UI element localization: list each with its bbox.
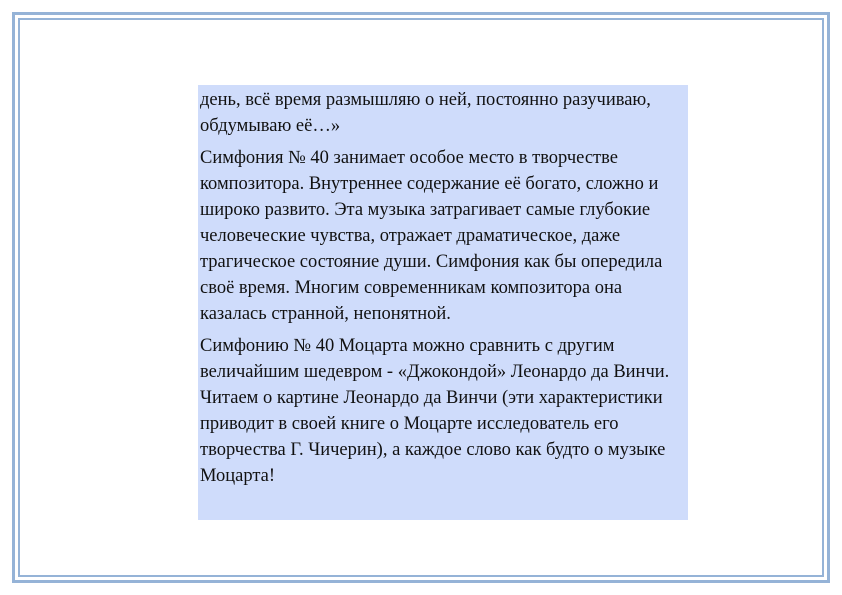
paragraph-symphony-40: Симфония № 40 занимает особое место в творчестве композитора. Внутреннее содержание её богато, сложно и широко развито. Эта музыка затрагивает самые глубокие человеческие чувства, отражает драматическое, даже трагическое состояние души. Симфония как бы опередила своё время. Многим современникам композитора она казалась странной, непонятной.: [200, 148, 663, 324]
paragraph-continuation: день, всё время размышляю о ней, постоянно разучиваю, обдумываю её…»: [200, 90, 651, 136]
text-box: [198, 85, 688, 520]
paragraph-gioconda-comparison: Симфонию № 40 Моцарта можно сравнить с другим величайшим шедевром - «Джокондой» Леонардо да Винчи. Читаем о картине Леонардо да Винчи (эти характеристики приводит в своей книге о Моцарте исследователь его творчества Г. Чичерин), а каждое слово как будто о музыке Моцарта!: [200, 336, 670, 486]
